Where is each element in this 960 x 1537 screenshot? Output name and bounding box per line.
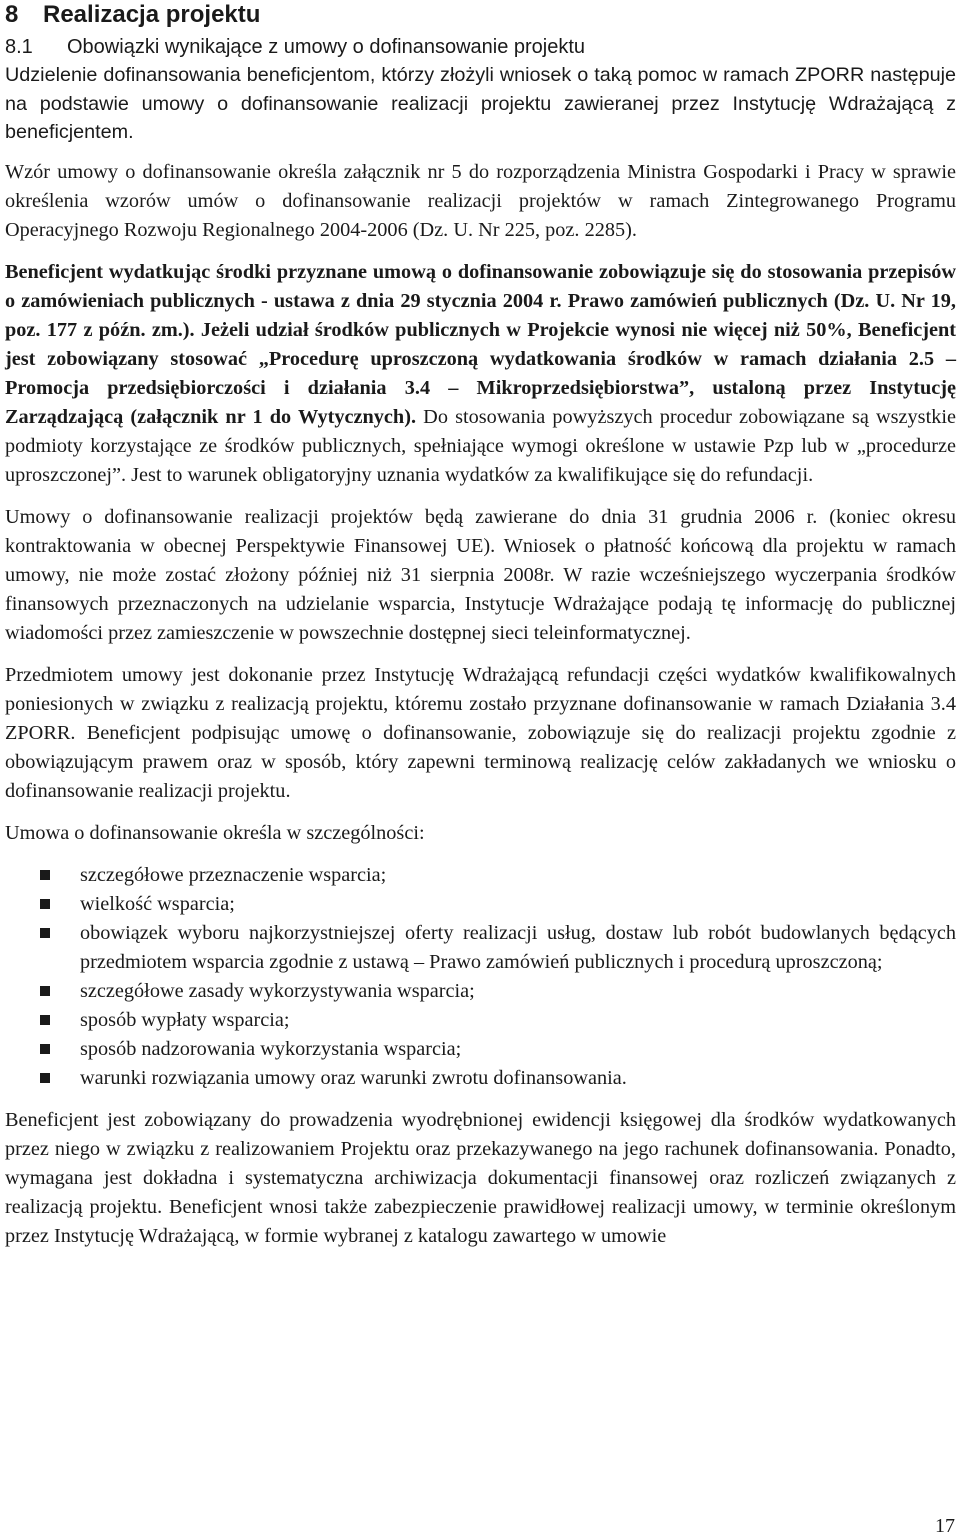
- subsection-heading: [5, 34, 956, 61]
- square-bullet-icon: [40, 928, 50, 938]
- list-item: szczegółowe zasady wykorzystywania wsparcia;: [5, 977, 956, 1006]
- document-page: [5, 0, 956, 1251]
- section-title: Realizacja projektu: [43, 1, 261, 28]
- paragraph-intro: Udzielenie dofinansowania beneficjentom, którzy złożyli wniosek o taką pomoc w ramach ZPORR następuje na podstawie umowy o dofinansowanie realizacji projektu zawieranej przez Instytucję Wdrażającą z beneficjentem.: [5, 64, 956, 143]
- square-bullet-icon: [40, 870, 50, 880]
- square-bullet-icon: [40, 1044, 50, 1054]
- list-item: obowiązek wyboru najkorzystniejszej oferty realizacji usług, dostaw lub robót budowlanych będących przedmiotem wsparcia zgodnie z ustawą – Prawo zamówień publicznych i procedurą uproszczoną;: [5, 919, 956, 977]
- section-number: 8: [5, 1, 19, 28]
- paragraph-procurement: [5, 258, 956, 490]
- paragraph-contract-scope: Umowa o dofinansowanie określa w szczególności:: [5, 821, 425, 844]
- section-heading: [5, 0, 956, 34]
- paragraph-contract-template: Wzór umowy o dofinansowanie określa załącznik nr 5 do rozporządzenia Ministra Gospodarki i Pracy w sprawie określenia wzorów umów o dofinansowanie realizacji projektów w ramach Zintegrowanego Programu Operacyjnego Rozwoju Regionalnego 2004-2006 (Dz. U. Nr 225, poz. 2285).: [5, 160, 956, 241]
- list-item: sposób wypłaty wsparcia;: [5, 1006, 956, 1035]
- square-bullet-icon: [40, 986, 50, 996]
- paragraph-deadlines: Umowy o dofinansowanie realizacji projektów będą zawierane do dnia 31 grudnia 2006 r. (koniec okresu kontraktowania w obecnej Perspektywie Finansowej UE). Wniosek o płatność końcową dla projektu w ramach umowy, nie może zostać złożony później niż 31 sierpnia 2008r. W razie wcześniejszego wyczerpania środków finansowych przeznaczonych na udzielanie wsparcia, Instytucje Wdrażające podają tę informację do publicznej wiadomości przez zamieszczenie w powszechnie dostępnej sieci teleinformatycznej.: [5, 505, 956, 644]
- list-item: szczegółowe przeznaczenie wsparcia;: [5, 861, 956, 890]
- paragraph-contract-subject: Przedmiotem umowy jest dokonanie przez Instytucję Wdrażającą refundacji części wydatków kwalifikowalnych poniesionych w związku z realizacją projektu, któremu zostało przyznane dofinansowanie w ramach Działania 3.4 ZPORR. Beneficjent podpisując umowę o dofinansowanie, zobowiązuje się do realizacji projektu zgodnie z obowiązującym prawem oraz w sposób, który zapewni terminową realizację celów zakładanych we wniosku o dofinansowanie realizacji projektu.: [5, 663, 956, 802]
- page-number: 17: [935, 1515, 955, 1537]
- list-item: wielkość wsparcia;: [5, 890, 956, 919]
- contract-scope-list: [5, 861, 956, 1093]
- paragraph-accounting: Beneficjent jest zobowiązany do prowadzenia wyodrębnionej ewidencji księgowej dla środków wydatkowanych przez niego w związku z realizowaniem Projektu oraz przekazywanego na jego rachunek dofinansowania. Ponadto, wymagana jest dokładna i systematyczna archiwizacja dokumentacji finansowej oraz rozliczeń związanych z realizacją projektu. Beneficjent wnosi także zabezpieczenie prawidłowej realizacji umowy, w terminie określonym przez Instytucję Wdrażającą, w formie wybranej z katalogu zawartego w umowie: [5, 1108, 956, 1247]
- procurement-bold-text: Beneficjent wydatkując środki przyznane umową o dofinansowanie zobowiązuje się do stosowania przepisów o zamówieniach publicznych - ustawa z dnia 29 stycznia 2004 r. Prawo zamówień publicznych (Dz. U. Nr 19, poz. 177 z późn. zm.). Jeżeli udział środków publicznych w Projekcie wynosi nie więcej niż 50%, Beneficjent jest zobowiązany stosować „Procedurę uproszczoną wydatkowania środków w ramach działania 2.5 – Promocja przedsiębiorczości i działania 3.4 – Mikroprzedsiębiorstwa”, ustaloną przez Instytucję Zarządzającą (załącznik nr 1 do Wytycznych).: [5, 260, 956, 428]
- procurement-normal-text: Do stosowania powyższych procedur zobowiązane są wszystkie podmioty korzystające ze środków publicznych, spełniające wymogi określone w ustawie Pzp lub w „procedurze uproszczonej”. Jest to warunek obligatoryjny uznania wydatków za kwalifikujące się do refundacji.: [5, 405, 956, 486]
- list-item: sposób nadzorowania wykorzystania wsparcia;: [5, 1035, 956, 1064]
- subsection-number: 8.1: [5, 36, 33, 58]
- subsection-title: Obowiązki wynikające z umowy o dofinansowanie projektu: [67, 36, 586, 58]
- list-item: warunki rozwiązania umowy oraz warunki zwrotu dofinansowania.: [5, 1064, 956, 1093]
- square-bullet-icon: [40, 899, 50, 909]
- square-bullet-icon: [40, 1015, 50, 1025]
- square-bullet-icon: [40, 1073, 50, 1083]
